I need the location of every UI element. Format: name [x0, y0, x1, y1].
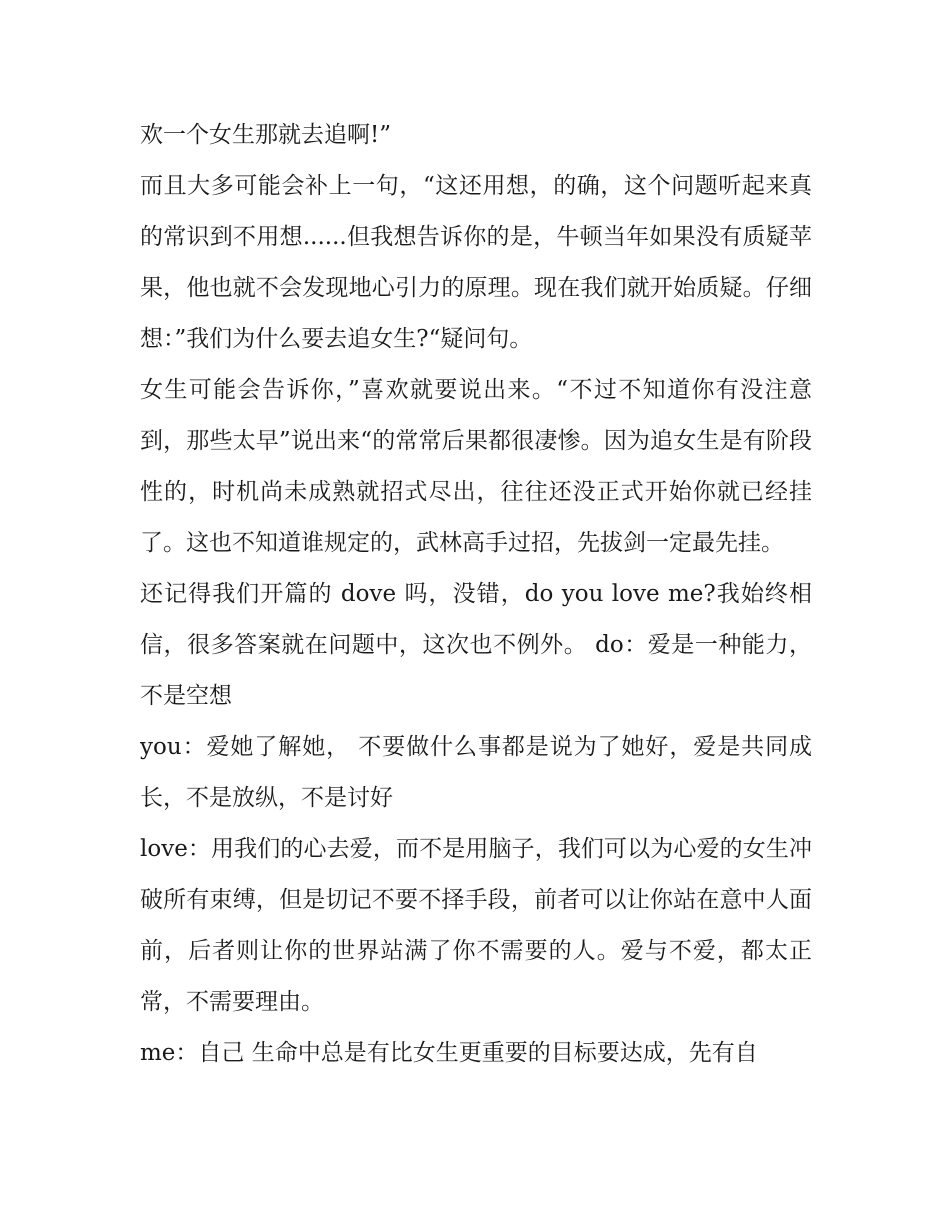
paragraph: 女生可能会告诉你，”喜欢就要说出来。“不过不知道你有没注意到，那些太早”说出来“的常常后果都很凄惨。因为追女生是有阶段性的，时机尚未成熟就招式尽出，往往还没正式开始你就已经挂了。这也不知道谁规定的，武林高手过招，先拔剑一定最先挂。 [140, 377, 812, 556]
paragraph: 而且大多可能会补上一句，“这还用想，的确，这个问题听起来真的常识到不用想......但我想告诉你的是，牛顿当年如果没有质疑苹果，他也就不会发现地心引力的原理。现在我们就开始质疑。仔细想：”我们为什么要去追女生?“疑问句。 [140, 173, 812, 352]
paragraph: me：自己 生命中总是有比女生更重要的目标要达成，先有自 [140, 1040, 758, 1066]
paragraph: 还记得我们开篇的 dove 吗，没错，do you love me?我始终相信，很多答案就在问题中，这次也不例外。 do：爱是一种能力，不是空想 [140, 581, 812, 709]
paragraph: you：爱她了解她， 不要做什么事都是说为了她好，爱是共同成长，不是放纵，不是讨好 [140, 734, 812, 811]
paragraph: 欢一个女生那就去追啊!” [140, 122, 392, 148]
paragraph: love：用我们的心去爱，而不是用脑子，我们可以为心爱的女生冲破所有束缚，但是切记不要不择手段，前者可以让你站在意中人面前，后者则让你的世界站满了你不需要的人。爱与不爱，都太正常，不需要理由。 [140, 836, 812, 1015]
document-body [140, 110, 812, 1079]
